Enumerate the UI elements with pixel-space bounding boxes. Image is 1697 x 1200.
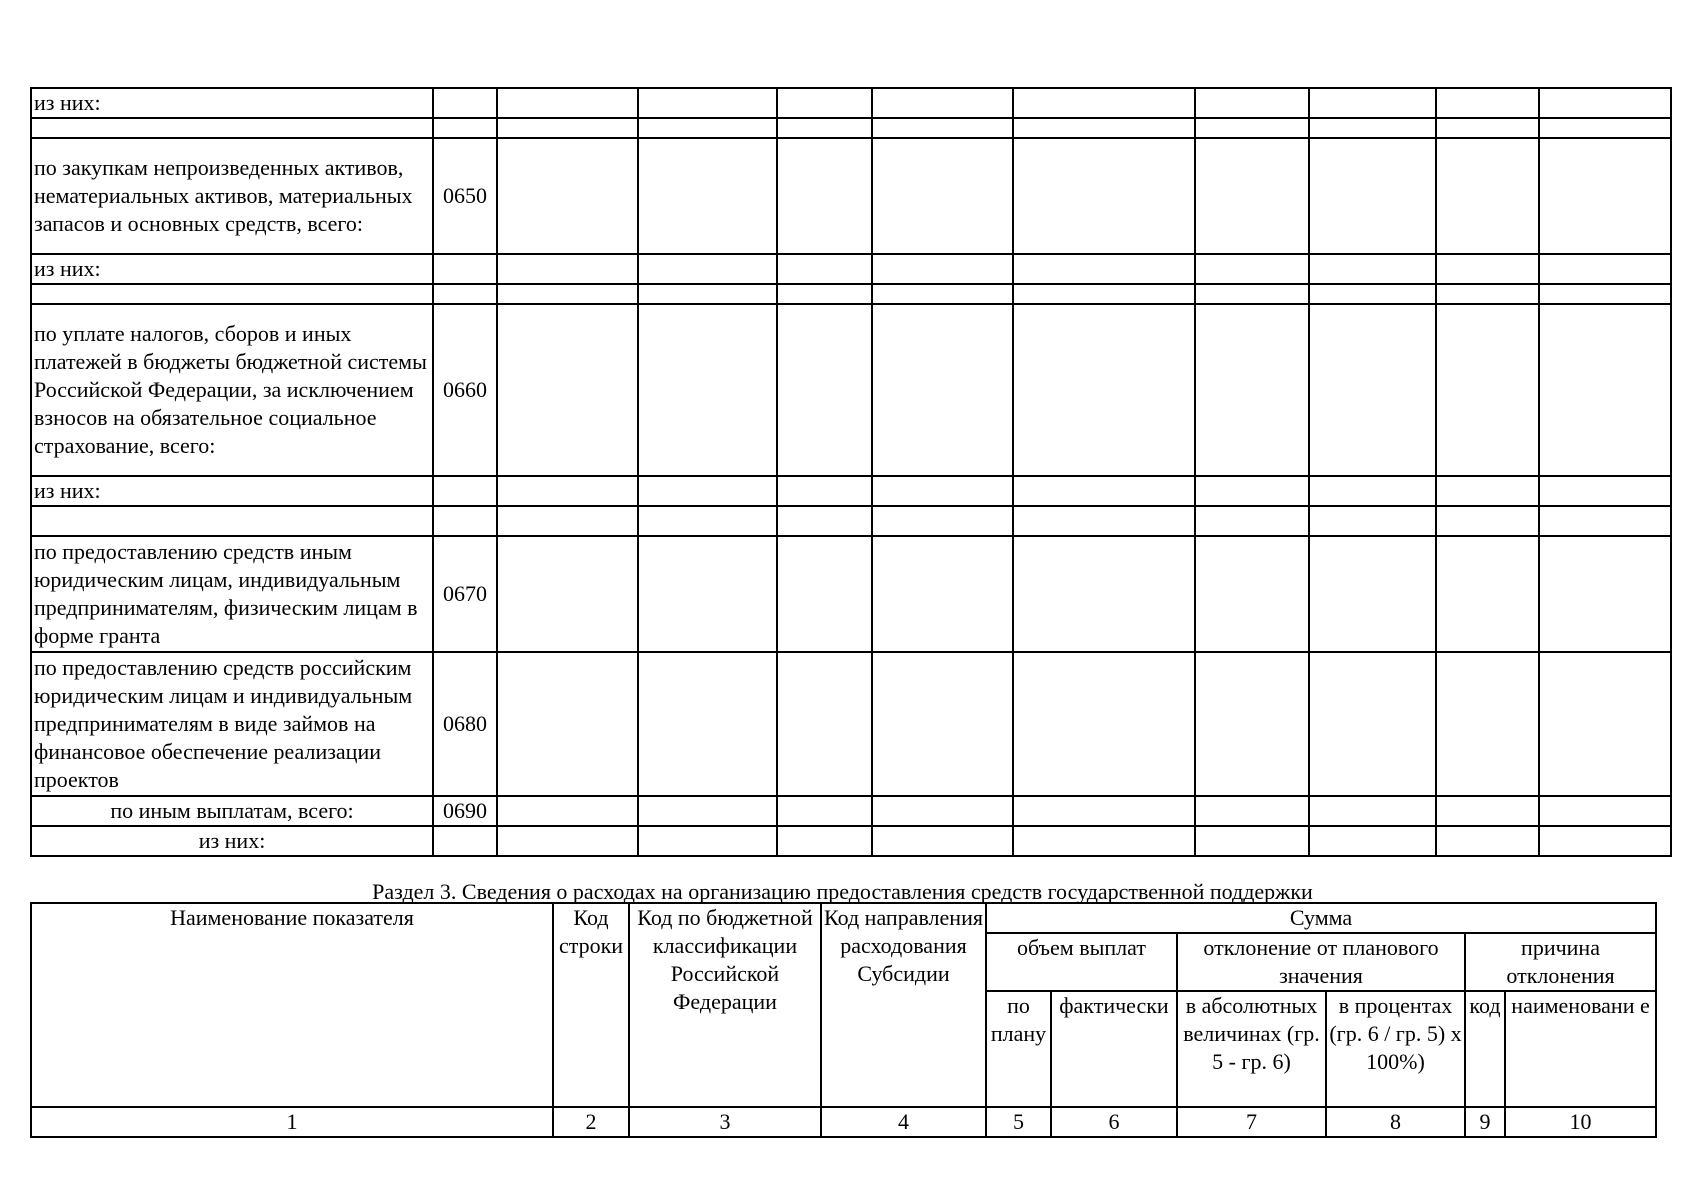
value-cell (1309, 796, 1436, 826)
value-cell (497, 506, 638, 536)
row-name: по иным выплатам, всего: (31, 796, 433, 826)
value-cell (872, 304, 1013, 476)
value-cell (497, 138, 638, 254)
value-cell (1539, 118, 1671, 138)
header-sum: Сумма (986, 903, 1656, 933)
column-number: 10 (1505, 1107, 1656, 1137)
value-cell (1195, 506, 1309, 536)
column-number: 8 (1326, 1107, 1465, 1137)
table-row (31, 138, 1671, 254)
value-cell (777, 138, 872, 254)
value-cell (1013, 476, 1195, 506)
row-name: из них: (31, 254, 433, 284)
header-deviation: отклонение от планового значения (1177, 933, 1465, 991)
row-code (433, 506, 497, 536)
value-cell (1309, 254, 1436, 284)
value-cell (1539, 138, 1671, 254)
row-name (31, 118, 433, 138)
value-cell (638, 254, 777, 284)
header-indicator-name: Наименование показателя (31, 903, 553, 1107)
row-code: 0660 (433, 304, 497, 476)
row-code: 0650 (433, 138, 497, 254)
value-cell (1436, 284, 1539, 304)
header-direction-code: Код направления расходования Субсидии (821, 903, 986, 1107)
value-cell (1309, 826, 1436, 856)
value-cell (872, 536, 1013, 652)
value-cell (1309, 138, 1436, 254)
column-number: 7 (1177, 1107, 1326, 1137)
value-cell (872, 506, 1013, 536)
header-reason-code: код (1465, 991, 1505, 1107)
value-cell (1539, 796, 1671, 826)
value-cell (638, 118, 777, 138)
value-cell (1539, 476, 1671, 506)
value-cell (1539, 284, 1671, 304)
value-cell (1436, 536, 1539, 652)
value-cell (1436, 88, 1539, 118)
value-cell (638, 138, 777, 254)
value-cell (777, 254, 872, 284)
header-reason: причина отклонения (1465, 933, 1656, 991)
row-code: 0670 (433, 536, 497, 652)
header-payments: объем выплат (986, 933, 1177, 991)
row-name: из них: (31, 826, 433, 856)
value-cell (1195, 796, 1309, 826)
value-cell (497, 476, 638, 506)
value-cell (1539, 652, 1671, 796)
value-cell (872, 88, 1013, 118)
row-name: из них: (31, 476, 433, 506)
value-cell (497, 796, 638, 826)
table-row (31, 88, 1671, 118)
value-cell (497, 254, 638, 284)
value-cell (1013, 652, 1195, 796)
section-3-title: Раздел 3. Сведения о расходах на организацию предоставления средств государственной поддержки (372, 879, 1313, 904)
value-cell (1436, 652, 1539, 796)
value-cell (1539, 826, 1671, 856)
value-cell (638, 304, 777, 476)
value-cell (497, 304, 638, 476)
table-row (31, 304, 1671, 476)
row-code (433, 88, 497, 118)
value-cell (777, 652, 872, 796)
value-cell (1013, 88, 1195, 118)
column-number: 2 (553, 1107, 629, 1137)
row-name: по уплате налогов, сборов и иных платежей в бюджеты бюджетной системы Российской Федерации, за исключением взносов на обязательное социальное страхование, всего: (31, 304, 433, 476)
value-cell (872, 284, 1013, 304)
value-cell (1013, 118, 1195, 138)
row-name: по предоставлению средств иным юридическим лицам, индивидуальным предпринимателям, физическим лицам в форме гранта (31, 536, 433, 652)
value-cell (777, 284, 872, 304)
value-cell (872, 796, 1013, 826)
value-cell (1195, 254, 1309, 284)
value-cell (1539, 88, 1671, 118)
value-cell (1539, 304, 1671, 476)
column-number: 5 (986, 1107, 1051, 1137)
value-cell (777, 796, 872, 826)
row-name (31, 506, 433, 536)
value-cell (1195, 652, 1309, 796)
value-cell (497, 536, 638, 652)
table-row (31, 652, 1671, 796)
row-code (433, 826, 497, 856)
value-cell (1195, 118, 1309, 138)
value-cell (1436, 304, 1539, 476)
value-cell (1195, 304, 1309, 476)
header-row-code: Код строки (553, 903, 629, 1107)
value-cell (872, 254, 1013, 284)
value-cell (872, 138, 1013, 254)
table-row (31, 826, 1671, 856)
value-cell (1309, 506, 1436, 536)
row-code (433, 118, 497, 138)
value-cell (1539, 506, 1671, 536)
column-number: 1 (31, 1107, 553, 1137)
value-cell (638, 506, 777, 536)
value-cell (1309, 284, 1436, 304)
value-cell (1013, 506, 1195, 536)
value-cell (497, 826, 638, 856)
value-cell (1013, 826, 1195, 856)
header-plan: по плану (986, 991, 1051, 1107)
value-cell (1539, 536, 1671, 652)
value-cell (872, 652, 1013, 796)
header-budget-code: Код по бюджетной классификации Российской Федерации (629, 903, 821, 1107)
value-cell (1309, 118, 1436, 138)
table-row (31, 118, 1671, 138)
value-cell (638, 536, 777, 652)
value-cell (1195, 138, 1309, 254)
value-cell (638, 796, 777, 826)
row-name: из них: (31, 88, 433, 118)
row-code: 0690 (433, 796, 497, 826)
header-percent: в процентах (гр. 6 / гр. 5) x 100%) (1326, 991, 1465, 1107)
value-cell (1436, 506, 1539, 536)
header-absolute: в абсолютных величинах (гр. 5 - гр. 6) (1177, 991, 1326, 1107)
column-number: 9 (1465, 1107, 1505, 1137)
column-number: 4 (821, 1107, 986, 1137)
value-cell (1436, 796, 1539, 826)
table-row (31, 796, 1671, 826)
value-cell (872, 476, 1013, 506)
value-cell (777, 506, 872, 536)
value-cell (777, 536, 872, 652)
value-cell (1436, 118, 1539, 138)
value-cell (1539, 254, 1671, 284)
column-number: 3 (629, 1107, 821, 1137)
value-cell (1013, 796, 1195, 826)
value-cell (497, 652, 638, 796)
value-cell (1436, 826, 1539, 856)
value-cell (1013, 284, 1195, 304)
column-number: 6 (1051, 1107, 1177, 1137)
value-cell (1195, 476, 1309, 506)
value-cell (1436, 476, 1539, 506)
section-3-table (30, 902, 1657, 1138)
value-cell (638, 284, 777, 304)
value-cell (1195, 284, 1309, 304)
value-cell (1309, 304, 1436, 476)
row-code (433, 254, 497, 284)
value-cell (1013, 304, 1195, 476)
value-cell (1309, 652, 1436, 796)
row-name: по закупкам непроизведенных активов, нематериальных активов, материальных запасов и основных средств, всего: (31, 138, 433, 254)
value-cell (1013, 536, 1195, 652)
value-cell (1195, 88, 1309, 118)
value-cell (1436, 138, 1539, 254)
value-cell (638, 652, 777, 796)
table-row (31, 254, 1671, 284)
row-code (433, 284, 497, 304)
table-row (31, 284, 1671, 304)
row-code: 0680 (433, 652, 497, 796)
table-row (31, 506, 1671, 536)
value-cell (777, 118, 872, 138)
value-cell (1309, 536, 1436, 652)
header-reason-name: наименовани е (1505, 991, 1656, 1107)
expenses-table (30, 87, 1672, 857)
value-cell (1195, 826, 1309, 856)
value-cell (777, 826, 872, 856)
value-cell (1309, 476, 1436, 506)
value-cell (1013, 138, 1195, 254)
value-cell (638, 88, 777, 118)
value-cell (1195, 536, 1309, 652)
value-cell (1013, 254, 1195, 284)
value-cell (777, 476, 872, 506)
row-code (433, 476, 497, 506)
value-cell (777, 304, 872, 476)
value-cell (872, 118, 1013, 138)
value-cell (497, 118, 638, 138)
value-cell (497, 88, 638, 118)
value-cell (777, 88, 872, 118)
table-row (31, 536, 1671, 652)
value-cell (1436, 254, 1539, 284)
value-cell (638, 826, 777, 856)
row-name: по предоставлению средств российским юридическим лицам и индивидуальным предпринимателям в виде займов на финансовое обеспечение реализации проектов (31, 652, 433, 796)
value-cell (497, 284, 638, 304)
value-cell (872, 826, 1013, 856)
table-row (31, 476, 1671, 506)
value-cell (1309, 88, 1436, 118)
value-cell (638, 476, 777, 506)
row-name (31, 284, 433, 304)
header-actual: фактически (1051, 991, 1177, 1107)
